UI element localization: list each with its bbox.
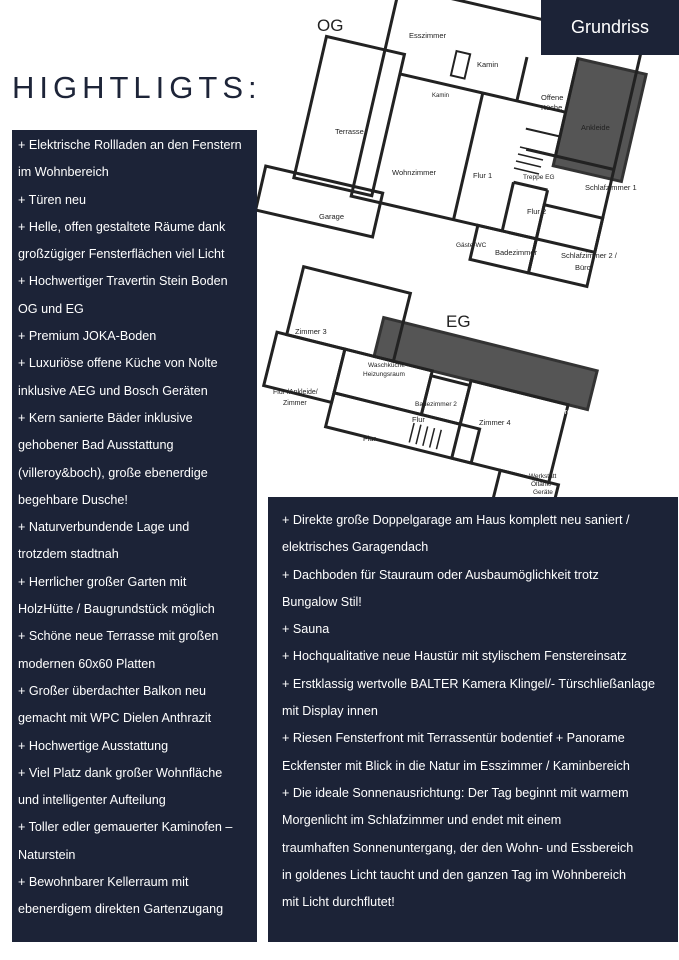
highlight-line: in goldenes Licht taucht und den ganzen Tag im Wohnbereich xyxy=(282,867,627,882)
highlight-line: + Luxuriöse offene Küche von Nolte xyxy=(18,356,218,371)
highlights-right-list xyxy=(282,507,672,916)
room-badezimmer: Badezimmer xyxy=(495,248,538,257)
highlight-line: Eckfenster mit Blick in die Natur im Esszimmer / Kaminbereich xyxy=(282,758,630,773)
highlight-line: + Toller edler gemauerter Kaminofen – xyxy=(18,820,233,835)
highlight-line: Naturstein xyxy=(18,847,76,862)
highlight-line: begehbare Dusche! xyxy=(18,492,128,507)
room-flur-eg-b: Flur xyxy=(363,434,376,443)
highlight-line: inklusive AEG und Bosch Geräten xyxy=(18,383,208,398)
eg-label: EG xyxy=(446,312,471,331)
room-badezimmer2: Badezimmer 2 xyxy=(415,401,457,408)
room-flur-ankleide-2: Zimmer xyxy=(283,400,307,407)
room-treppe-eg: Treppe EG xyxy=(523,174,555,181)
highlight-line: und intelligenter Aufteilung xyxy=(18,793,166,808)
room-waschkueche-2: Heizungsraum xyxy=(363,371,405,378)
highlight-line: trotzdem stadtnah xyxy=(18,547,119,562)
room-schlafzimmer1: Schlafzimmer 1 xyxy=(585,183,637,192)
room-werkstatt-3: Geräte xyxy=(533,489,553,496)
room-ankleide: Ankleide xyxy=(581,123,610,132)
highlight-line: + Schöne neue Terrasse mit großen xyxy=(18,629,219,644)
highlight-line: + Viel Platz dank großer Wohnfläche xyxy=(18,765,223,780)
room-flur2: Flur 2 xyxy=(527,207,547,216)
highlight-line: modernen 60x60 Platten xyxy=(18,656,156,671)
highlights-left-panel xyxy=(12,130,257,942)
room-flur-ankleide-1: Flur /Ankleide/ xyxy=(273,389,318,396)
highlight-line: + Sauna xyxy=(282,622,330,637)
room-waschkueche-1: Waschküche xyxy=(368,362,405,369)
highlight-line: + Kern sanierte Bäder inklusive xyxy=(18,410,193,425)
highlight-line: im Wohnbereich xyxy=(18,165,109,180)
room-werkstatt-1: Werkstatt xyxy=(529,473,557,480)
room-balkon: Balkon xyxy=(642,125,665,134)
room-garage: Garage xyxy=(319,212,345,221)
highlight-line: + Hochwertiger Travertin Stein Boden xyxy=(18,274,228,289)
highlight-line: + Helle, offen gestaltete Räume dank xyxy=(18,219,226,234)
highlight-line: + Elektrische Rollladen an den Fenstern xyxy=(18,138,242,152)
page-title: HIGHTLIGTS: xyxy=(12,70,262,105)
room-schlafzimmer2-2: Büro xyxy=(575,263,591,272)
room-flur1: Flur 1 xyxy=(473,171,493,180)
highlights-right-panel xyxy=(268,497,678,942)
highlight-line: + Naturverbundende Lage und xyxy=(18,520,190,535)
highlight-line: + Türen neu xyxy=(18,192,87,207)
room-wohnzimmer: Wohnzimmer xyxy=(392,168,437,177)
highlight-line: OG und EG xyxy=(18,301,84,316)
room-zimmer3: Zimmer 3 xyxy=(295,327,327,336)
room-esszimmer: Esszimmer xyxy=(409,31,447,40)
highlight-line: gemacht mit WPC Dielen Anthrazit xyxy=(18,711,212,726)
highlight-line: + Hochqualitative neue Haustür mit stylischem Fenstereinsatz xyxy=(282,649,627,664)
highlight-line: mit Display innen xyxy=(282,704,378,719)
highlight-line: + Erstklassig wertvolle BALTER Kamera Klingel/- Türschließanlage xyxy=(282,676,655,691)
highlight-line: + Dachboden für Stauraum oder Ausbaumöglichkeit trotz xyxy=(282,567,599,582)
room-kamin: Kamin xyxy=(477,60,499,69)
highlight-line: gehobener Bad Ausstattung xyxy=(18,438,174,453)
highlight-line: + Direkte große Doppelgarage am Haus komplett neu saniert / xyxy=(282,513,630,527)
highlight-line: großzügiger Fensterflächen viel Licht xyxy=(18,247,225,262)
highlight-line: mit Licht durchflutet! xyxy=(282,895,395,910)
room-schlafzimmer2-1: Schlafzimmer 2 / xyxy=(561,251,617,260)
room-freisitz: Freisitz xyxy=(560,407,585,416)
highlight-line: + Hochwertige Ausstattung xyxy=(18,738,169,753)
highlight-line: + Riesen Fensterfront mit Terrassentür bodentief + Panorame xyxy=(282,731,625,746)
highlight-line: HolzHütte / Baugrundstück möglich xyxy=(18,602,215,617)
room-werkstatt-2: Öltank/ xyxy=(531,481,552,488)
highlight-line: Bungalow Stil! xyxy=(282,594,362,609)
highlight-line: + Großer überdachter Balkon neu xyxy=(18,683,206,698)
floor-plan xyxy=(255,0,679,500)
room-gaeste-wc: Gäste-WC xyxy=(456,242,487,249)
highlight-line: elektrisches Garagendach xyxy=(282,540,429,555)
highlight-line: + Die ideale Sonnenausrichtung: Der Tag beginnt mit warmem xyxy=(282,785,629,800)
og-label: OG xyxy=(317,16,344,35)
balcony-area xyxy=(553,59,646,182)
highlight-line: + Herrlicher großer Garten mit xyxy=(18,574,187,589)
highlight-line: (villeroy&boch), große ebenerdige xyxy=(18,465,208,480)
grundriss-badge: Grundriss xyxy=(541,0,679,55)
highlight-line: traumhaften Sonnenuntergang, der den Wohn- und Essbereich xyxy=(282,840,634,855)
room-zimmer4: Zimmer 4 xyxy=(479,418,511,427)
room-kueche-2: Küche xyxy=(541,103,563,112)
highlights-left-list xyxy=(18,132,251,924)
highlight-line: + Bewohnbarer Kellerraum mit xyxy=(18,875,189,890)
room-kueche-1: Offene xyxy=(541,93,564,102)
highlight-line: + Premium JOKA-Boden xyxy=(18,329,157,344)
room-flur-eg-a: Flur xyxy=(412,415,425,424)
room-kamin-small: Kamin xyxy=(432,93,450,99)
highlight-line: Morgenlicht im Schlafzimmer und endet mit einem xyxy=(282,813,562,828)
room-terrasse: Terrasse xyxy=(335,127,364,136)
highlight-line: ebenerdigem direkten Gartenzugang xyxy=(18,902,224,917)
